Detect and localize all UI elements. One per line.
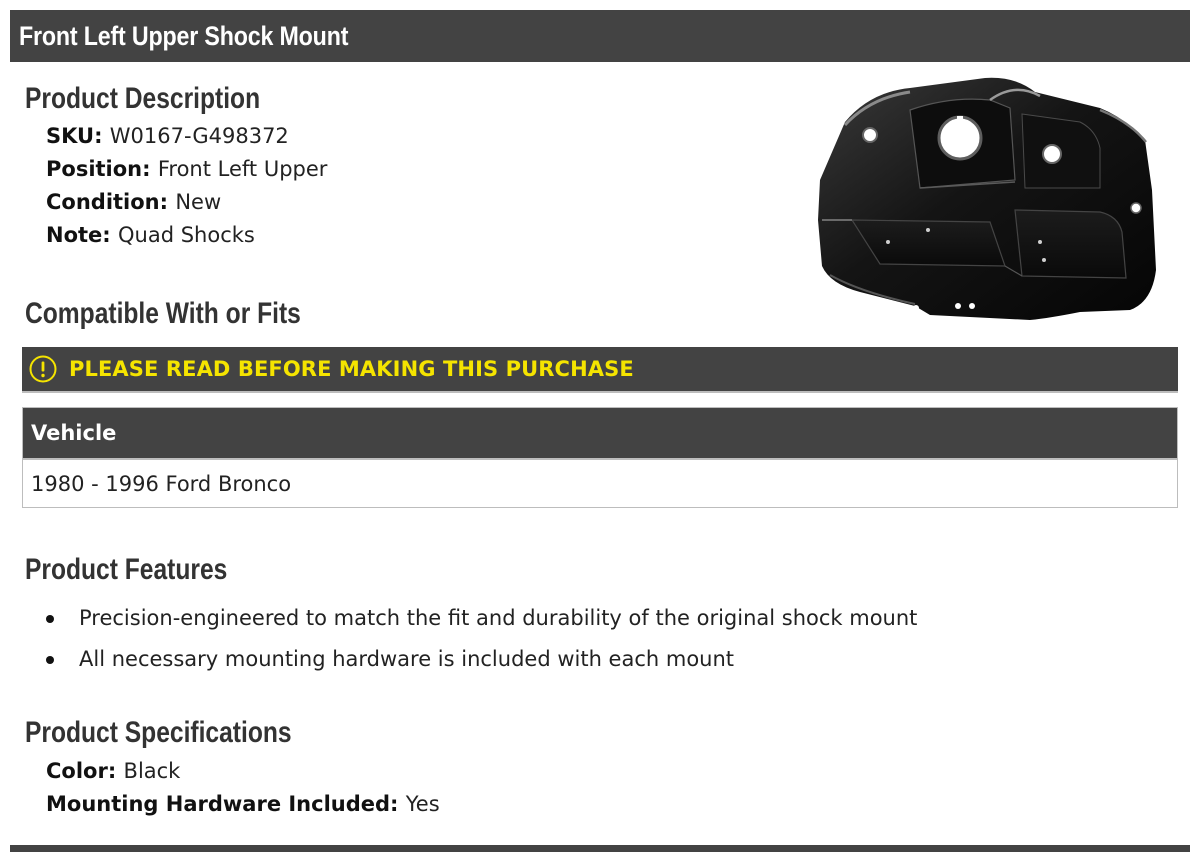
vehicle-table — [22, 407, 1178, 508]
sku-label: SKU: — [46, 124, 110, 148]
color-label: Color: — [46, 759, 124, 783]
bottom-divider — [10, 845, 1190, 852]
note-row — [46, 219, 255, 251]
compatible-heading: Compatible With or Fits — [25, 297, 301, 330]
color-row — [46, 755, 180, 787]
sku-value: W0167-G498372 — [109, 124, 289, 148]
note-label: Note: — [46, 223, 118, 247]
warning-text: PLEASE READ BEFORE MAKING THIS PURCHASE — [69, 357, 634, 381]
purchase-warning-banner[interactable] — [22, 347, 1178, 393]
list-item: All necessary mounting hardware is included with each mount — [46, 639, 917, 680]
condition-label: Condition: — [46, 190, 176, 214]
position-value: Front Left Upper — [157, 157, 328, 181]
mounting-hardware-label: Mounting Hardware Included: — [46, 792, 406, 816]
vehicle-cell: 1980 - 1996 Ford Bronco — [23, 459, 1178, 508]
mounting-hardware-value: Yes — [405, 792, 440, 816]
title-bar — [10, 10, 1190, 62]
vehicle-table-header-row — [23, 408, 1178, 460]
condition-row — [46, 186, 221, 218]
page-title: Front Left Upper Shock Mount — [19, 20, 349, 51]
position-row — [46, 153, 327, 185]
sku-row — [46, 120, 289, 152]
color-value: Black — [123, 759, 181, 783]
product-features-heading: Product Features — [25, 553, 228, 586]
warning-icon — [29, 355, 57, 383]
condition-value: New — [175, 190, 222, 214]
list-item: Precision-engineered to match the fit and durability of the original shock mount — [46, 598, 917, 639]
table-row — [23, 459, 1178, 508]
mounting-hardware-row — [46, 788, 440, 820]
note-value: Quad Shocks — [118, 223, 255, 247]
features-list — [46, 598, 917, 680]
product-description-heading: Product Description — [25, 82, 261, 115]
position-label: Position: — [46, 157, 158, 181]
product-image — [800, 70, 1162, 328]
vehicle-column-header: Vehicle — [23, 408, 1178, 460]
product-specifications-heading: Product Specifications — [25, 716, 292, 749]
